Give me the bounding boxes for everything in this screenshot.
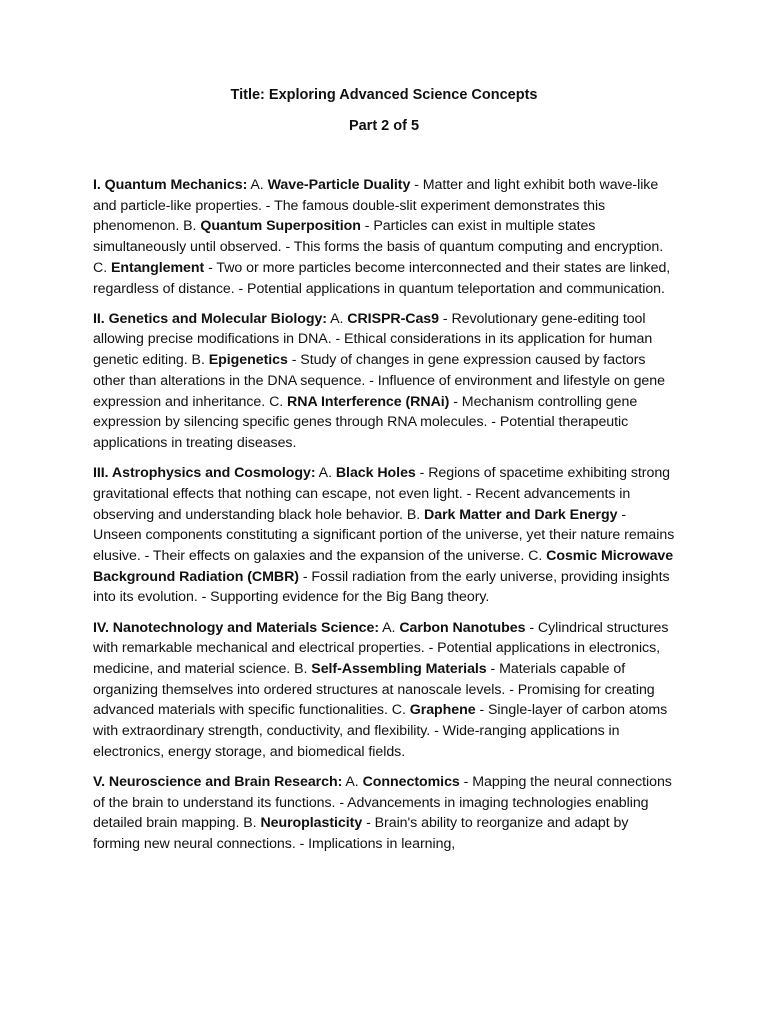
- document-body: [93, 175, 675, 855]
- item-text: - Single-layer of carbon atoms with extraordinary strength, conductivity, and flexibility. - Wide-ranging applications in electronics, energy storage, and biomedical fields.: [93, 702, 668, 760]
- item-term: Carbon Nanotubes: [399, 619, 526, 636]
- item-term: Black Holes: [335, 465, 416, 482]
- section-nanotechnology: [93, 618, 675, 763]
- item-prefix: A.: [315, 465, 336, 482]
- section-heading: II. Genetics and Molecular Biology:: [93, 310, 327, 327]
- item-term: Quantum Superposition: [200, 218, 361, 235]
- item-term: CRISPR-Cas9: [347, 310, 439, 327]
- section-genetics: [93, 309, 675, 454]
- section-astrophysics: [93, 463, 675, 608]
- item-term: Connectomics: [362, 773, 460, 790]
- item-text: - Mapping the neural connections of the brain to understand its functions. - Advancements in imaging technologies enabling detailed brain mapping.: [93, 773, 672, 832]
- section-heading: V. Neuroscience and Brain Research:: [93, 773, 343, 790]
- document-part-label: Part 2 of 5: [348, 118, 420, 134]
- item-text: - Revolutionary gene-editing tool allowing precise modifications in DNA. - Ethical considerations in its application for human genetic editing.: [93, 310, 653, 369]
- item-term: Epigenetics: [208, 352, 288, 369]
- item-prefix: C.: [265, 393, 288, 410]
- section-heading: IV. Nanotechnology and Materials Science:: [93, 619, 379, 636]
- item-prefix: A.: [379, 619, 400, 636]
- item-text: - Unseen components constituting a significant portion of the universe, yet their nature remains elusive. - Their effects on galaxies and the expansion of the universe.: [93, 506, 675, 564]
- item-text: - Regions of spacetime exhibiting strong gravitational effects that nothing can escape, not even light. - Recent advancements in observing and understanding black hole behavior.: [93, 465, 670, 523]
- item-term: Entanglement: [110, 259, 205, 276]
- item-text: - Materials capable of organizing themselves into ordered structures at nanoscale levels. - Promising for creating advanced materials with specific functionalities.: [93, 660, 655, 719]
- item-prefix: B.: [179, 218, 201, 235]
- item-term: Graphene: [409, 702, 476, 719]
- document-title: Title: Exploring Advanced Science Concepts: [230, 87, 538, 103]
- item-prefix: C.: [93, 259, 111, 276]
- item-prefix: C.: [524, 547, 547, 564]
- item-prefix: B.: [290, 660, 312, 677]
- item-term: Dark Matter and Dark Energy: [424, 506, 618, 523]
- item-prefix: B.: [239, 815, 261, 832]
- item-prefix: A.: [326, 310, 348, 327]
- item-term: RNA Interference (RNAi): [287, 393, 450, 410]
- item-text: - Two or more particles become interconnected and their states are linked, regardless of distance. - Potential applications in quantum teleportation and communication.: [93, 259, 671, 297]
- section-quantum-mechanics: [93, 175, 675, 299]
- section-neuroscience: [93, 772, 675, 855]
- item-prefix: B.: [187, 352, 209, 369]
- item-prefix: C.: [387, 702, 410, 719]
- item-text: - Study of changes in gene expression caused by factors other than alterations in the DNA sequence. - Influence of environment and lifestyle on gene expression and inheritance.: [93, 352, 665, 410]
- item-text: - Cylindrical structures with remarkable mechanical and electrical properties. - Potential applications in electronics, medicine, and material science.: [93, 619, 669, 677]
- item-term: Wave-Particle Duality: [267, 177, 411, 193]
- item-text: - Particles can exist in multiple states simultaneously until observed. - This forms the basis of quantum computing and encryption.: [93, 218, 664, 256]
- item-prefix: A.: [247, 177, 268, 193]
- item-prefix: A.: [342, 773, 363, 790]
- section-heading: III. Astrophysics and Cosmology:: [93, 465, 316, 482]
- item-text: - Fossil radiation from the early universe, providing insights into its evolution. - Supporting evidence for the Big Bang theory.: [93, 568, 670, 606]
- item-term: Neuroplasticity: [260, 815, 363, 832]
- item-text: - Mechanism controlling gene expression by silencing specific genes through RNA molecules. - Potential therapeutic applications in treating diseases.: [93, 393, 638, 451]
- item-text: - Matter and light exhibit both wave-like and particle-like properties. - The famous double-slit experiment demonstrates this phenomenon.: [93, 177, 659, 235]
- item-text: - Brain's ability to reorganize and adapt by forming new neural connections. - Implications in learning,: [93, 815, 629, 853]
- item-term: Cosmic Microwave Background Radiation (CMBR): [93, 547, 674, 585]
- item-prefix: B.: [402, 506, 425, 523]
- section-heading: I. Quantum Mechanics:: [93, 177, 248, 193]
- item-term: Self-Assembling Materials: [311, 660, 487, 677]
